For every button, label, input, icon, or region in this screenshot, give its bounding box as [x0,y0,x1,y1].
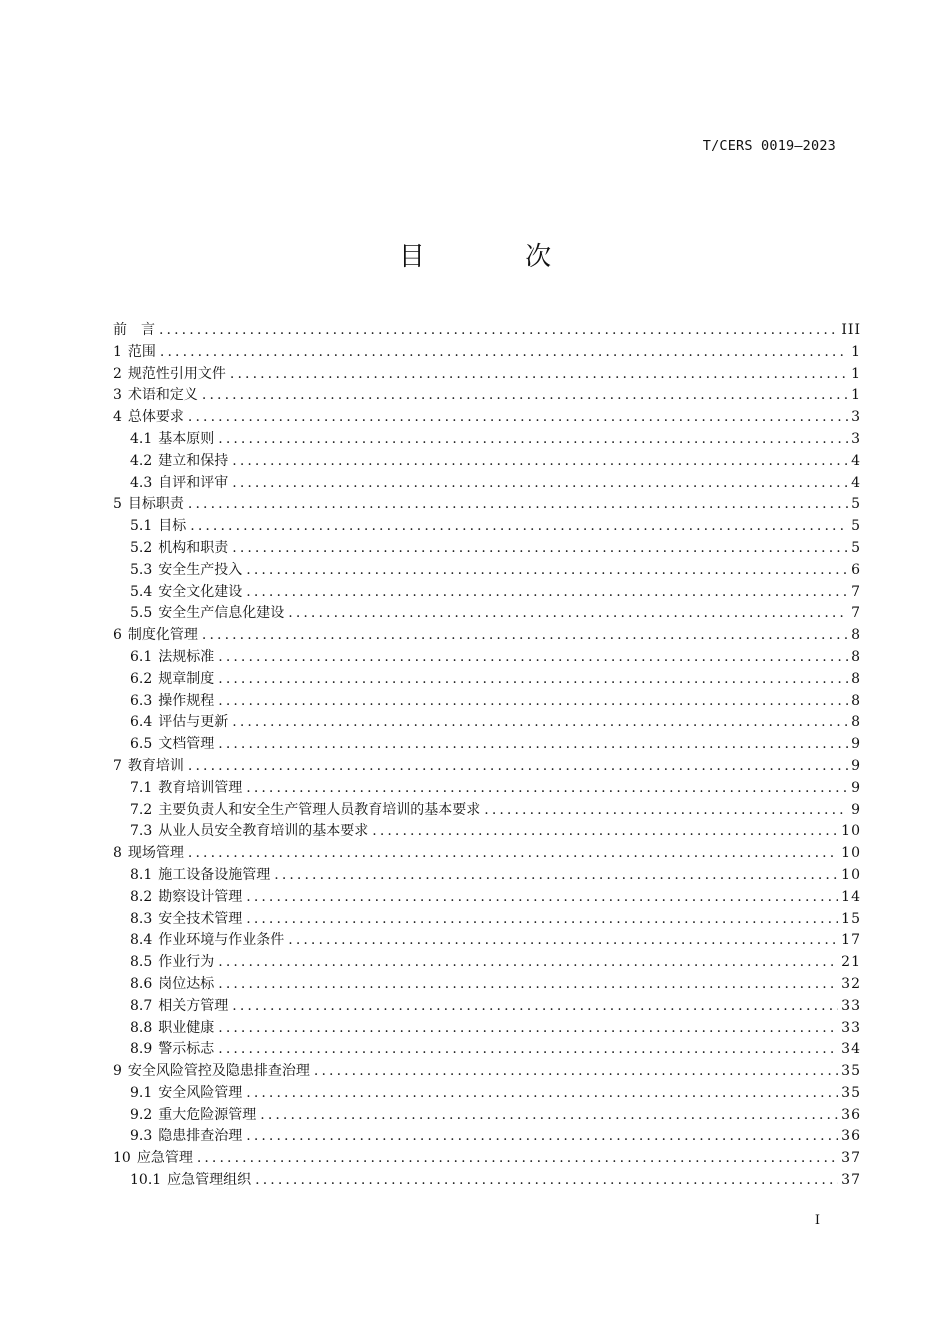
toc-leader-dots [288,930,838,952]
toc-entry[interactable] [113,342,861,364]
toc-entry-number: 10 [113,1150,131,1167]
toc-entry-page: 3 [851,409,861,426]
toc-entry-text: 主要负责人和安全生产管理人员教育培训的基本要求 [158,801,481,818]
toc-leader-dots [197,1148,838,1170]
toc-entry-number: 4.1 [130,430,153,447]
toc-entry-label [130,451,228,473]
toc-entry-label [130,821,368,843]
toc-entry-text: 操作规程 [158,692,215,709]
toc-entry-page: 9 [851,801,861,818]
toc-entry-text: 安全技术管理 [158,910,243,927]
toc-entry-page: 3 [851,430,861,447]
toc-entry[interactable] [113,734,861,756]
toc-leader-dots [232,996,838,1018]
toc-entry-text: 基本原则 [158,430,215,447]
toc-entry-text: 安全生产投入 [158,561,243,578]
toc-entry-label [130,1170,251,1192]
toc-entry-page: 9 [851,779,861,796]
toc-entry[interactable] [113,364,861,386]
toc-entry-text: 法规标准 [158,648,215,665]
toc-leader-dots [159,320,838,342]
toc-leader-dots [218,974,838,996]
toc-entry-text: 规范性引用文件 [127,365,226,382]
toc-entry-number: 5 [113,496,122,513]
toc-leader-dots [188,494,848,516]
toc-leader-dots [246,1126,838,1148]
toc-entry[interactable] [113,756,861,778]
toc-entry-page: 37 [841,1172,861,1189]
toc-entry-page: 10 [841,845,861,862]
toc-entry-text: 前 言 [113,322,155,338]
toc-entry-text: 教育培训管理 [158,779,243,796]
toc-entry-page: 17 [841,932,861,949]
toc-entry-number: 4.3 [130,474,153,491]
toc-entry[interactable] [113,451,861,473]
toc-entry-number: 8.2 [130,888,153,905]
toc-entry-page: 8 [851,670,861,687]
toc-entry-text: 范围 [127,343,156,360]
toc-entry-page: 8 [851,714,861,731]
toc-entry-page: 5 [851,518,861,535]
toc-entry[interactable] [113,691,861,713]
toc-entry-label [130,800,480,822]
toc-entry-number: 9.3 [130,1128,153,1145]
toc-entry-page: 4 [851,474,861,491]
toc-entry-label [130,516,186,538]
toc-entry-number: 8.8 [130,1019,153,1036]
toc-entry-number: 5.2 [130,539,153,556]
toc-entry-page: 4 [851,452,861,469]
toc-entry-label [130,930,284,952]
toc-entry-label [130,473,228,495]
toc-entry-page: 1 [851,343,861,360]
toc-entry-text: 岗位达标 [158,975,215,992]
toc-leader-dots [188,843,838,865]
toc-entry-page: 6 [851,561,861,578]
toc-entry-number: 9.2 [130,1106,153,1123]
toc-entry-page: 1 [851,387,861,404]
toc-entry-page: 5 [851,496,861,513]
toc-entry[interactable] [113,603,861,625]
toc-entry-text: 目标 [158,518,187,535]
toc-entry[interactable] [113,1018,861,1040]
toc-leader-dots [232,538,848,560]
toc-leader-dots [160,342,848,364]
toc-leader-dots [218,647,848,669]
toc-entry-text: 制度化管理 [127,627,198,644]
toc-entry-page: 35 [841,1084,861,1101]
toc-entry-page: 34 [841,1041,861,1058]
toc-entry[interactable] [113,669,861,691]
toc-entry[interactable] [113,1083,861,1105]
toc-entry-text: 机构和职责 [158,539,229,556]
toc-entry[interactable] [113,407,861,429]
toc-leader-dots [188,756,848,778]
toc-leader-dots [190,516,848,538]
toc-entry-number: 4.2 [130,452,153,469]
toc-leader-dots [218,1039,838,1061]
toc-entry-text: 隐患排查治理 [158,1128,243,1145]
toc-entry-text: 警示标志 [158,1041,215,1058]
toc-entry-label [130,909,242,931]
toc-entry-number: 3 [113,387,122,404]
toc-entry-text: 施工设备设施管理 [158,866,271,883]
toc-entry-label [130,582,242,604]
toc-leader-dots [218,669,848,691]
page-title: 目 次 [398,242,598,272]
toc-entry-number: 8.1 [130,866,153,883]
toc-entry-text: 建立和保持 [158,452,229,469]
toc-entry[interactable] [113,1061,861,1083]
toc-entry-page: 35 [841,1063,861,1080]
toc-entry-text: 职业健康 [158,1019,215,1036]
toc-entry-text: 总体要求 [127,409,184,426]
toc-entry-number: 8 [113,845,122,862]
toc-entry-page: 37 [841,1150,861,1167]
toc-leader-dots [484,800,848,822]
toc-entry-label [130,865,270,887]
toc-entry-text: 安全风险管理 [158,1084,243,1101]
toc-leader-dots [232,473,848,495]
toc-leader-dots [202,385,848,407]
toc-entry-label [130,429,214,451]
toc-entry-text: 勘察设计管理 [158,888,243,905]
toc-entry-text: 从业人员安全教育培训的基本要求 [158,823,369,840]
toc-entry-page: 1 [851,365,861,382]
toc-entry-page: 33 [841,1019,861,1036]
toc-entry-number: 5.1 [130,518,153,535]
toc-entry[interactable] [113,1039,861,1061]
toc-leader-dots [246,1083,838,1105]
toc-entry[interactable] [113,909,861,931]
toc-entry[interactable] [113,778,861,800]
toc-entry-label [130,1083,242,1105]
toc-entry-page: 10 [841,823,861,840]
toc-leader-dots [288,603,848,625]
toc-leader-dots [314,1061,838,1083]
toc-entry-label [130,974,214,996]
toc-entry-label [113,320,155,342]
toc-entry-label [130,647,214,669]
toc-entry-label [113,1148,193,1170]
toc-entry-page: 15 [841,910,861,927]
toc-entry[interactable] [113,473,861,495]
toc-leader-dots [274,865,838,887]
toc-entry-label [130,1105,256,1127]
toc-entry-label [130,778,242,800]
table-of-contents [113,320,861,1192]
toc-entry-label [130,887,242,909]
toc-entry-text: 作业行为 [158,954,215,971]
toc-entry-number: 8.3 [130,910,153,927]
toc-entry-number: 5.3 [130,561,153,578]
toc-entry[interactable] [113,865,861,887]
toc-entry[interactable] [113,516,861,538]
toc-entry[interactable] [113,887,861,909]
toc-entry-text: 文档管理 [158,736,215,753]
toc-entry-label [113,494,184,516]
toc-entry-text: 安全文化建设 [158,583,243,600]
toc-entry-text: 重大危险源管理 [158,1106,257,1123]
toc-entry-label [113,1061,310,1083]
toc-entry-label [130,996,228,1018]
toc-leader-dots [218,691,848,713]
toc-leader-dots [218,734,848,756]
toc-entry-label [130,669,214,691]
toc-entry-number: 2 [113,365,122,382]
toc-entry-label [130,603,284,625]
toc-entry-text: 相关方管理 [158,997,229,1014]
toc-entry[interactable] [113,429,861,451]
toc-entry-text: 应急管理 [136,1150,193,1167]
toc-leader-dots [246,887,838,909]
toc-entry-label [130,560,242,582]
toc-leader-dots [218,952,838,974]
toc-entry[interactable] [113,800,861,822]
toc-entry-text: 现场管理 [127,845,184,862]
toc-entry-number: 9.1 [130,1084,153,1101]
toc-entry-text: 评估与更新 [158,714,229,731]
toc-entry-page: 9 [851,757,861,774]
toc-entry-page: 36 [841,1106,861,1123]
toc-leader-dots [230,364,848,386]
toc-entry-text: 安全风险管控及隐患排查治理 [127,1063,310,1080]
toc-entry-text: 术语和定义 [127,387,198,404]
toc-entry[interactable] [113,974,861,996]
toc-leader-dots [260,1105,838,1127]
toc-entry[interactable] [113,996,861,1018]
document-id: T/CERS 0019—2023 [702,138,836,154]
toc-entry-page: 21 [841,954,861,971]
toc-entry-label [113,364,226,386]
toc-entry[interactable] [113,821,861,843]
page-number: I [814,1213,820,1228]
toc-entry[interactable] [113,1148,861,1170]
toc-entry-number: 9 [113,1063,122,1080]
toc-entry-text: 规章制度 [158,670,215,687]
toc-leader-dots [232,451,848,473]
toc-entry-number: 10.1 [130,1172,162,1189]
toc-entry[interactable] [113,625,861,647]
toc-entry-label [130,691,214,713]
toc-entry-number: 6.4 [130,714,153,731]
toc-entry-number: 1 [113,343,122,360]
toc-entry[interactable] [113,1105,861,1127]
toc-entry-text: 目标职责 [127,496,184,513]
toc-entry-page: 14 [841,888,861,905]
toc-entry-text: 作业环境与作业条件 [158,932,285,949]
toc-entry-number: 5.5 [130,605,153,622]
toc-leader-dots [246,778,848,800]
toc-entry-label [130,1018,214,1040]
toc-entry-label [130,1039,214,1061]
toc-entry-page: 32 [841,975,861,992]
toc-leader-dots [372,821,838,843]
toc-entry[interactable] [113,1170,861,1192]
toc-leader-dots [246,582,848,604]
toc-entry-number: 4 [113,409,122,426]
toc-entry-page: 9 [851,736,861,753]
toc-entry-number: 8.6 [130,975,153,992]
toc-leader-dots [246,560,848,582]
toc-entry-page: 8 [851,627,861,644]
toc-entry-number: 7.1 [130,779,153,796]
toc-entry-number: 6.1 [130,648,153,665]
toc-entry-label [113,385,198,407]
toc-entry-page: 33 [841,997,861,1014]
toc-leader-dots [188,407,848,429]
toc-leader-dots [246,909,838,931]
toc-entry-text: 应急管理组织 [167,1172,252,1189]
toc-entry-label [113,756,184,778]
toc-entry-page: III [841,322,861,338]
toc-entry[interactable] [113,930,861,952]
toc-entry-label [130,1126,242,1148]
toc-entry-label [130,952,214,974]
toc-entry[interactable] [113,1126,861,1148]
toc-entry[interactable] [113,538,861,560]
toc-entry[interactable] [113,712,861,734]
toc-entry-label [130,712,228,734]
toc-entry-label [113,342,156,364]
toc-entry[interactable] [113,582,861,604]
toc-entry[interactable] [113,843,861,865]
toc-entry[interactable] [113,647,861,669]
toc-entry-label [113,407,184,429]
toc-leader-dots [202,625,848,647]
toc-entry-text: 教育培训 [127,757,184,774]
toc-entry-number: 6.5 [130,736,153,753]
toc-entry-page: 5 [851,539,861,556]
toc-entry-number: 6 [113,627,122,644]
toc-entry-label [130,538,228,560]
toc-entry-number: 5.4 [130,583,153,600]
toc-entry-text: 安全生产信息化建设 [158,605,285,622]
toc-entry-page: 8 [851,648,861,665]
toc-leader-dots [218,1018,838,1040]
toc-leader-dots [255,1170,838,1192]
toc-entry-number: 8.5 [130,954,153,971]
toc-entry-label [113,625,198,647]
toc-leader-dots [218,429,848,451]
toc-entry-number: 7 [113,757,122,774]
toc-entry[interactable] [113,560,861,582]
toc-entry[interactable] [113,385,861,407]
toc-entry-number: 8.9 [130,1041,153,1058]
toc-entry-number: 7.3 [130,823,153,840]
toc-entry[interactable] [113,320,861,342]
toc-entry-page: 7 [851,583,861,600]
toc-entry-label [130,734,214,756]
toc-leader-dots [232,712,848,734]
toc-entry-number: 7.2 [130,801,153,818]
toc-entry-number: 6.3 [130,692,153,709]
toc-entry-page: 10 [841,866,861,883]
toc-entry-number: 8.7 [130,997,153,1014]
toc-entry[interactable] [113,494,861,516]
toc-entry-number: 6.2 [130,670,153,687]
toc-entry-page: 36 [841,1128,861,1145]
toc-entry-label [113,843,184,865]
toc-entry-page: 8 [851,692,861,709]
toc-entry-page: 7 [851,605,861,622]
toc-entry-text: 自评和评审 [158,474,229,491]
toc-entry[interactable] [113,952,861,974]
toc-entry-number: 8.4 [130,932,153,949]
